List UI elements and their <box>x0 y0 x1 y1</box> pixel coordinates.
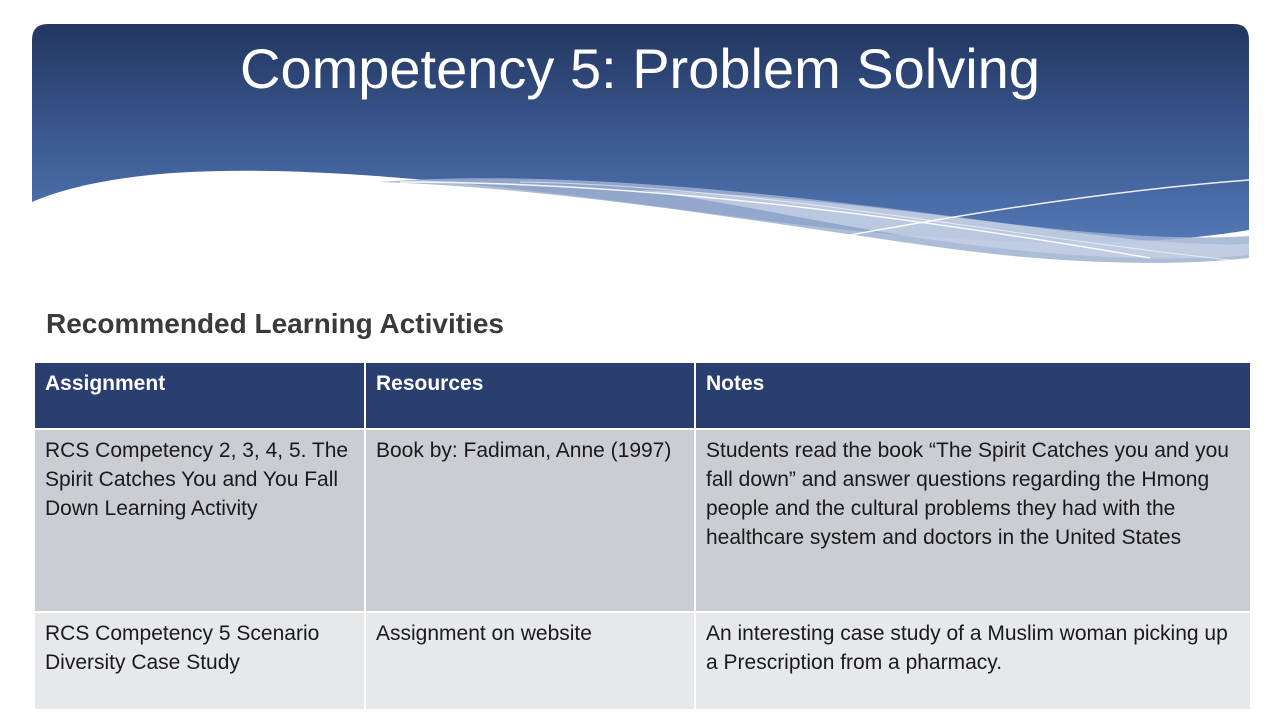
column-header-assignment: Assignment <box>35 363 365 429</box>
cell-notes: An interesting case study of a Muslim woman picking up a Prescription from a pharmacy. <box>695 612 1250 710</box>
cell-notes: Students read the book “The Spirit Catches you and you fall down” and answer questions regarding the Hmong people and the cultural problems they had with the healthcare system and doctors in the United States <box>695 429 1250 612</box>
slide-title: Competency 5: Problem Solving <box>240 37 1040 100</box>
cell-assignment: RCS Competency 5 Scenario Diversity Case Study <box>35 612 365 710</box>
table-row <box>35 612 1250 710</box>
activities-table <box>35 363 1250 711</box>
section-subtitle: Recommended Learning Activities <box>46 308 504 339</box>
activities-table-wrapper <box>35 363 1250 711</box>
cell-resources: Book by: Fadiman, Anne (1997) <box>365 429 695 612</box>
table-header-row <box>35 363 1250 429</box>
column-header-notes: Notes <box>695 363 1250 429</box>
cell-assignment: RCS Competency 2, 3, 4, 5. The Spirit Catches You and You Fall Down Learning Activity <box>35 429 365 612</box>
table-row <box>35 429 1250 612</box>
cell-resources: Assignment on website <box>365 612 695 710</box>
column-header-resources: Resources <box>365 363 695 429</box>
